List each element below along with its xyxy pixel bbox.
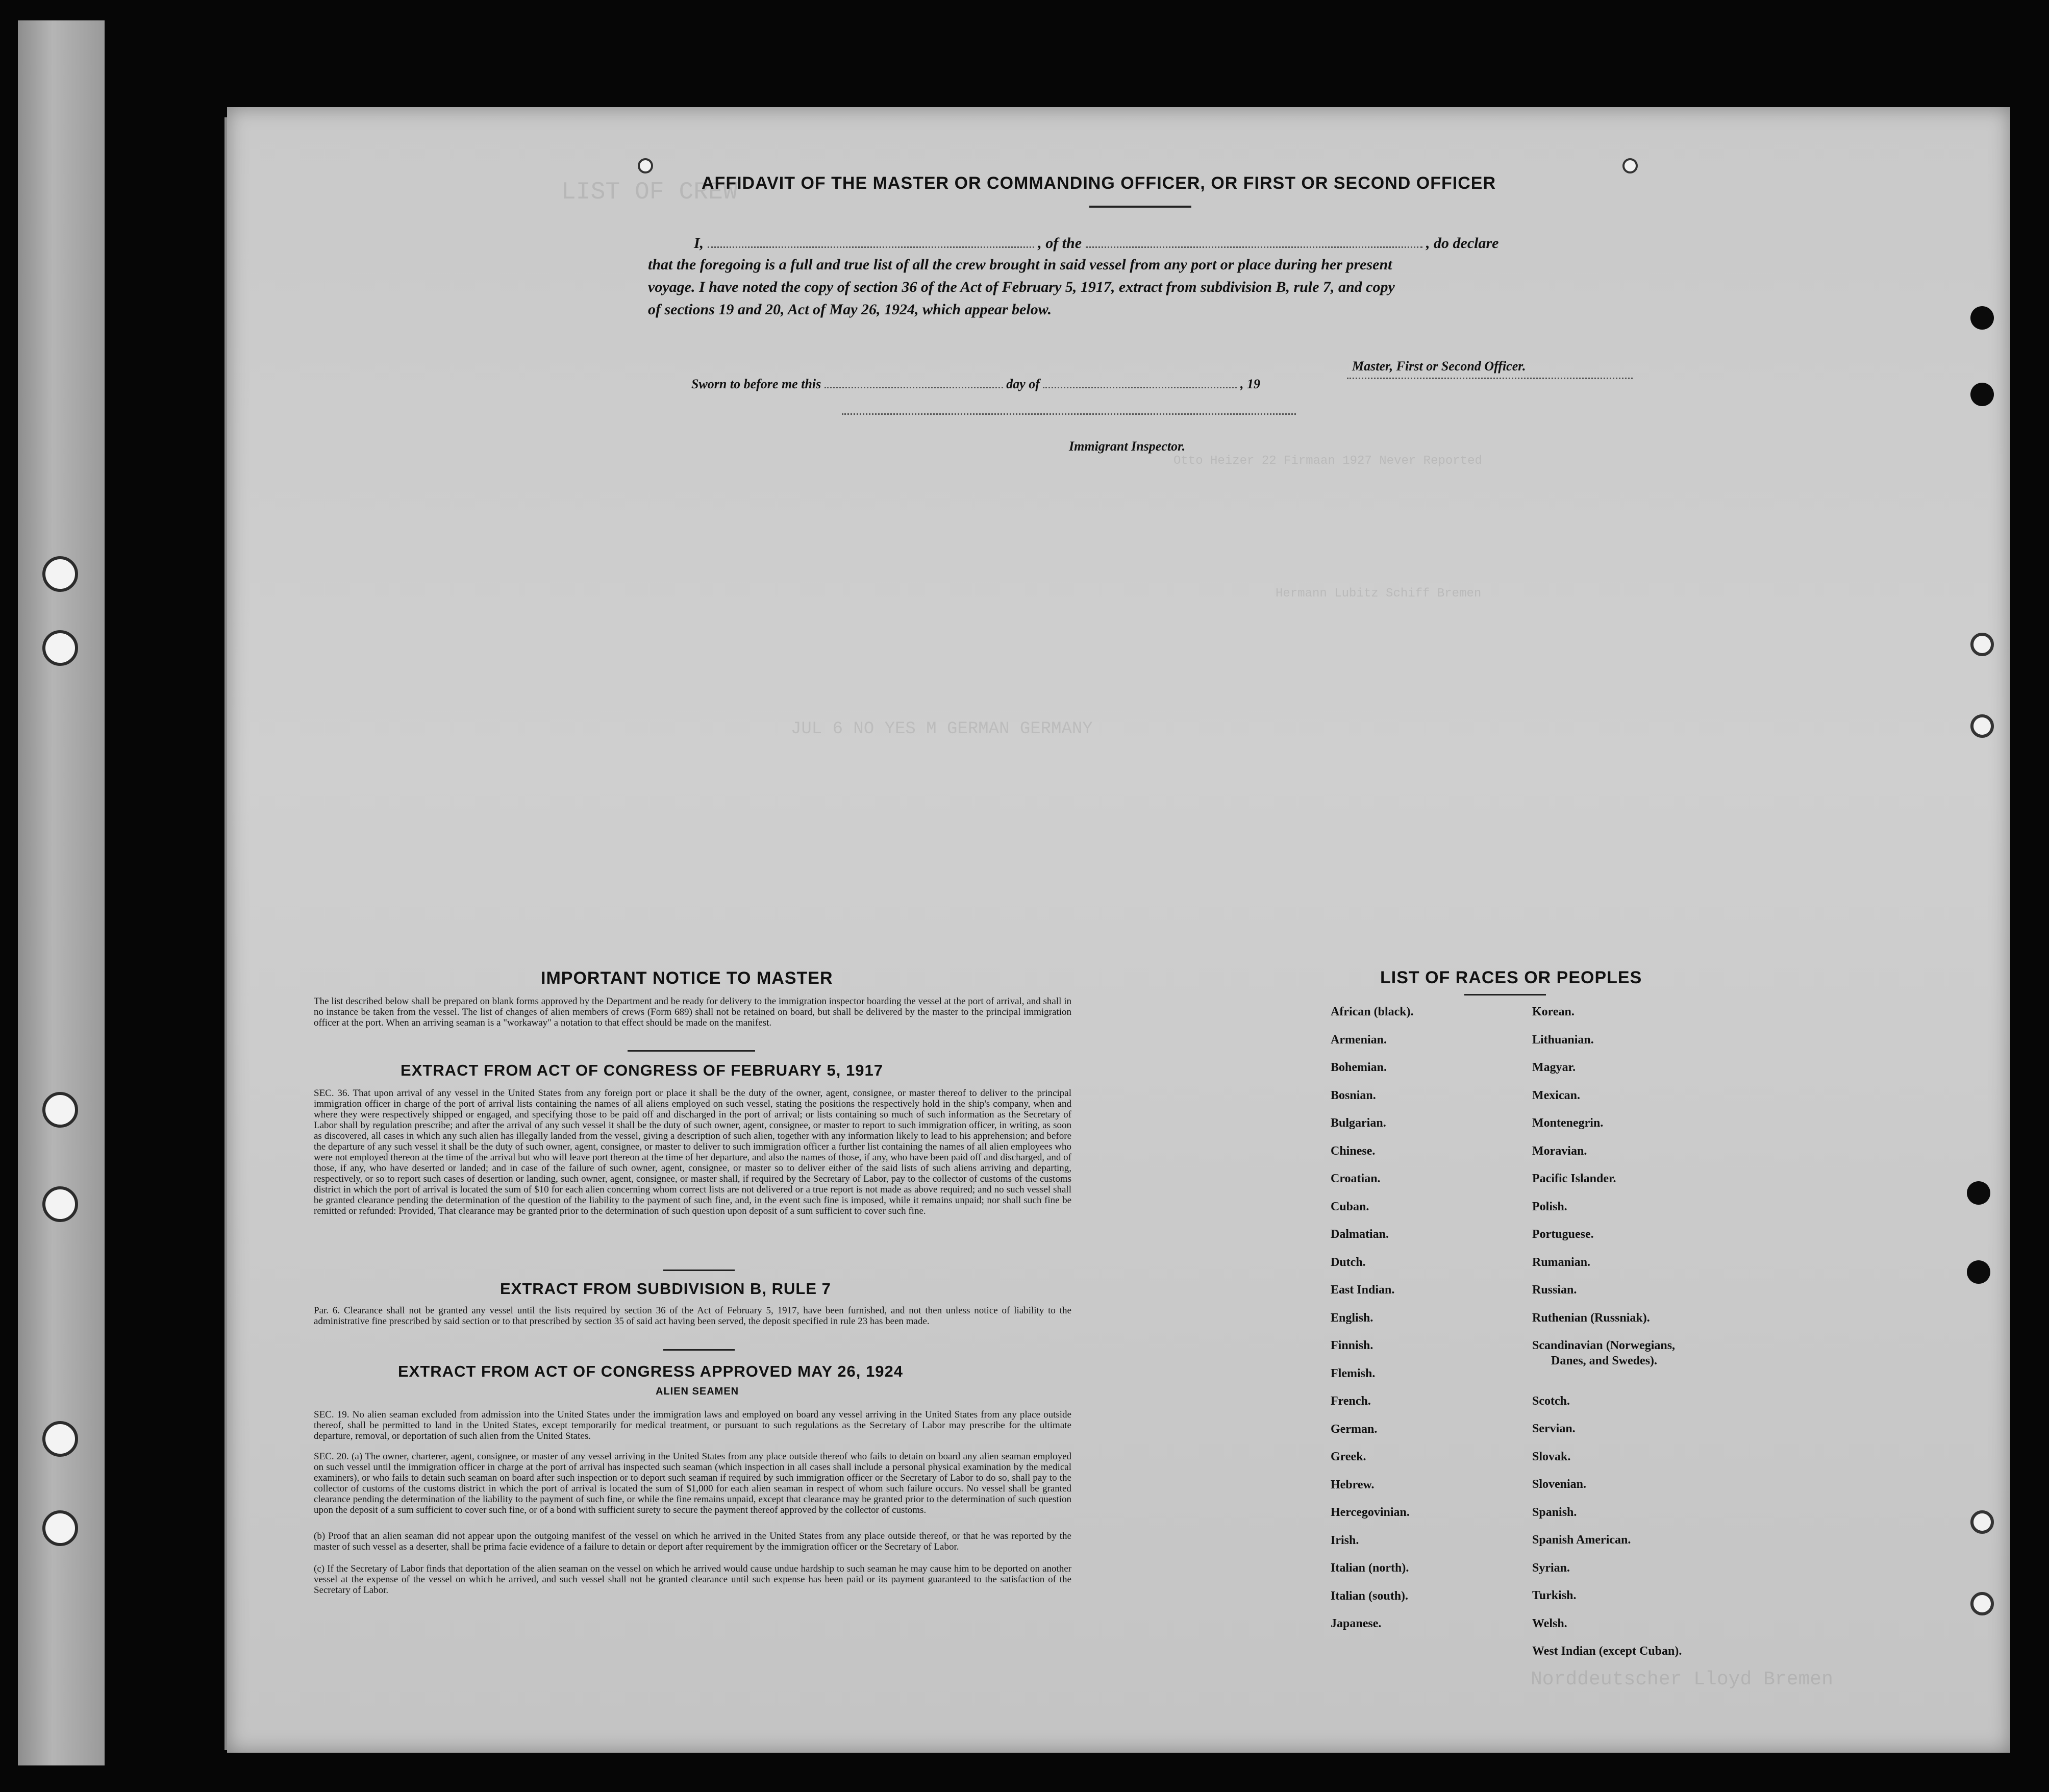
affidavit-l1-b: , of the — [1038, 235, 1082, 252]
punch-hole — [1970, 306, 1994, 330]
divider — [663, 1349, 735, 1351]
affidavit-line-4: of sections 19 and 20, Act of May 26, 1924, which appear below. — [648, 301, 1052, 318]
act-1924-title: EXTRACT FROM ACT OF CONGRESS APPROVED MAY 26, 1924 — [398, 1362, 903, 1380]
race-item: Servian. — [1532, 1422, 1576, 1435]
race-item: French. — [1331, 1395, 1371, 1408]
act-1924-sec-20a: SEC. 20. (a) The owner, charterer, agent, consignee, or master of any vessel arriving in the United States from any place outside thereof who fails to detain on board any alien seaman employed on such vessel until the immigration officer in charge at the port of arrival has inspected such seaman (which inspection in all cases shall include a personal physical examination by the medical examiners), or who fails to detain such seaman on board after such inspection or to deport such seaman if required by such immigration officer or the Secretary of Labor to do so, shall pay to the collector of customs of the customs district in which the port of arrival is located the sum of $1,000 for each alien seaman in respect of whom such failure occurs. No vessel shall be granted clearance pending the determination of the liability to the payment of such fine, or while the fine remains unpaid, except that clearance may be granted prior to the determination of such question upon the deposit of a sum sufficient to cover such fine, or of a bond with sufficient surety to secure the payment thereof approved by the collector of customs. — [314, 1451, 1071, 1515]
race-item: Italian (north). — [1331, 1561, 1409, 1575]
show-through-footer: Norddeutscher Lloyd Bremen — [1531, 1669, 1833, 1690]
show-through-header: LIST OF CREW — [561, 179, 738, 206]
master-caption: Master, First or Second Officer. — [1352, 359, 1526, 374]
act-1924-sec-20c: (c) If the Secretary of Labor finds that deportation of the alien seaman on the vessel on which he arrived would cause undue hardship to such seaman he may cause him to be deported on another vessel at the expense of the vessel on which he arrived, and such vessel shall not be granted clearance until such expense has been paid or its payment guaranteed to the satisfaction of the Secretary of Labor. — [314, 1563, 1071, 1596]
race-item: Polish. — [1532, 1200, 1567, 1213]
year-text: , 19 — [1240, 377, 1260, 391]
act-1917-body: SEC. 36. That upon arrival of any vessel in the United States from any foreign port or place it shall be the duty of the owner, agent, consignee, or master thereof to deliver to the principal immigration officer in charge of the port of arrival lists containing the names of all aliens employed on such vessel, stating the positions the respectively hold in the ship's company, when and where they were respectively shipped or engaged, and specifying those to be paid off and discharged in the port of arrival; or lists containing so much of such information as the Secretary of Labor shall by regulation prescribe; and after the arrival of any such vessel it shall be the duty of such owner, agent, consignee, or master to report to such immigration officer, in writing, as soon as discovered, all cases in which any such alien has illegally landed from the vessel, giving a description of such alien, together with any information likely to lead to his apprehension; and before the departure of any such vessel it shall be the duty of such owner, agent, consignee, or master to deliver to such immigration officer a further list containing the names of all alien employees who were not employed thereon at the time of the arrival but who will leave port thereon at the time of her departure, and also the names of those, if any, who have been paid off and discharged, and of those, if any, who have deserted or landed; and in case of the failure of such owner, agent, consignee, or master so to deliver either of the said lists of such aliens arriving and departing, respectively, or so to report such cases of desertion or landing, such owner, agent, consignee, or master shall, if required by the Secretary of Labor, pay to the collector of customs of the customs district in which the port of arrival is located the sum of $10 for each alien concerning whom correct lists are not delivered or a true report is not made as above required; and no such vessel shall be granted clearance pending the determination of the question of the liability to the payment of such fine, and, in the event such fine is imposed, while it remains unpaid; nor shall such fine be remitted or refunded: Provided, That clearance may be granted prior to the determination of such question upon deposit of a sum sufficient to cover such fine. — [314, 1088, 1071, 1216]
month-blank — [1043, 387, 1237, 388]
race-item: Magyar. — [1532, 1061, 1576, 1074]
divider — [1464, 994, 1546, 995]
punch-hole — [42, 1510, 78, 1546]
punch-hole — [1967, 1181, 1990, 1205]
race-item: Dalmatian. — [1331, 1228, 1389, 1241]
race-item: Japanese. — [1331, 1617, 1382, 1630]
race-item: Italian (south). — [1331, 1589, 1409, 1603]
race-item: Dutch. — [1331, 1255, 1366, 1269]
race-item: Scandinavian (Norwegians, — [1532, 1339, 1676, 1352]
punch-hole — [42, 630, 78, 666]
race-item: Turkish. — [1532, 1589, 1577, 1602]
race-item: Hebrew. — [1331, 1478, 1375, 1491]
act-1924-sec-20b: (b) Proof that an alien seaman did not appear upon the outgoing manifest of the vessel on which he arrived in the United States from any place outside thereof, or that he was reported by the master of such vessel as a deserter, shall be prima facie evidence of a failure to detain or deport after requirement by the immigration officer or the Secretary of Labor. — [314, 1531, 1071, 1552]
race-item: West Indian (except Cuban). — [1532, 1645, 1682, 1658]
race-item: Slovak. — [1532, 1450, 1571, 1463]
race-item: Armenian. — [1331, 1033, 1387, 1047]
inspector-caption: Immigrant Inspector. — [1069, 439, 1186, 454]
race-item: Welsh. — [1532, 1616, 1567, 1630]
notice-body: The list described below shall be prepared on blank forms approved by the Department and be ready for delivery to the immigration inspector boarding the vessel at the port of arrival, and shall in no instance be taken from the vessel. The list of changes of alien members of crews (Form 689) shall not be retained on board, but shall be delivered by the master to the principal immigration officer at the port. When an arriving seaman is a "workaway" a notation to that effect should be made on the manifest. — [314, 996, 1071, 1028]
punch-hole — [42, 1421, 78, 1457]
rule-7-body: Par. 6. Clearance shall not be granted any vessel until the lists required by section 36 of the Act of February 5, 1917, have been furnished, and not then unless notice of liability to the administrative fine prescribed by said section or to that prescribed by section 35 of said act having been served, the deposit specified in rule 23 has been made. — [314, 1305, 1071, 1327]
race-item: Montenegrin. — [1532, 1116, 1604, 1130]
race-item: African (black). — [1331, 1005, 1414, 1018]
race-item: Greek. — [1331, 1450, 1366, 1463]
punch-hole — [42, 1092, 78, 1128]
race-item: Spanish. — [1532, 1505, 1577, 1519]
race-item: Ruthenian (Russniak). — [1532, 1311, 1650, 1325]
name-blank — [708, 246, 1034, 248]
affidavit-l1-c: , do declare — [1426, 235, 1499, 252]
day-of-text: day of — [1006, 377, 1040, 391]
race-item: Pacific Islander. — [1532, 1172, 1616, 1185]
race-item: Croatian. — [1331, 1172, 1381, 1185]
race-item: Lithuanian. — [1532, 1033, 1594, 1047]
divider — [628, 1050, 755, 1052]
divider — [1089, 206, 1191, 208]
punch-hole — [1967, 1260, 1990, 1284]
rule-7-title: EXTRACT FROM SUBDIVISION B, RULE 7 — [500, 1280, 831, 1298]
punch-hole — [1622, 158, 1638, 173]
race-item: East Indian. — [1331, 1283, 1395, 1297]
vessel-blank — [1086, 246, 1422, 248]
affidavit-line-1 — [648, 235, 1498, 252]
alien-seamen-subtitle: ALIEN SEAMEN — [656, 1386, 739, 1397]
punch-hole — [1970, 1592, 1994, 1615]
punch-hole — [1970, 714, 1994, 738]
race-item: Danes, and Swedes). — [1551, 1354, 1658, 1367]
race-item: Mexican. — [1532, 1088, 1580, 1102]
race-item: Moravian. — [1532, 1144, 1587, 1158]
binding-strip — [18, 20, 105, 1765]
day-blank — [824, 387, 1003, 388]
act-1917-title: EXTRACT FROM ACT OF CONGRESS OF FEBRUARY 5, 1917 — [401, 1061, 883, 1079]
race-item: Spanish American. — [1532, 1533, 1631, 1547]
act-1924-sec-19: SEC. 19. No alien seaman excluded from admission into the United States under the immigration laws and employed on board any vessel arriving in the United States from any place outside thereof, shall be permitted to land in the United States, except temporarily for medical treatment, or pursuant to such regulations as the Secretary of Labor may prescribe for the ultimate departure, removal, or deportation of such alien from the United States. — [314, 1409, 1071, 1441]
sworn-line — [691, 377, 1260, 392]
punch-hole — [1970, 633, 1994, 656]
race-item: Slovenian. — [1532, 1478, 1587, 1491]
race-item: English. — [1331, 1311, 1373, 1325]
race-item: Syrian. — [1532, 1561, 1570, 1575]
affidavit-l1-a: I, — [694, 235, 704, 252]
master-signature-blank — [1347, 378, 1633, 379]
race-item: Bohemian. — [1331, 1061, 1387, 1074]
race-item: Chinese. — [1331, 1144, 1376, 1158]
punch-hole — [638, 158, 653, 173]
race-item: Korean. — [1532, 1005, 1575, 1018]
race-item: Scotch. — [1532, 1394, 1570, 1408]
race-item: Bosnian. — [1331, 1088, 1376, 1102]
punch-hole — [42, 556, 78, 592]
race-item: Flemish. — [1331, 1366, 1376, 1380]
race-item: Cuban. — [1331, 1200, 1369, 1213]
punch-hole — [42, 1186, 78, 1222]
race-item: German. — [1331, 1422, 1378, 1436]
punch-hole — [1970, 383, 1994, 406]
affidavit-line-2: that the foregoing is a full and true list of all the crew brought in said vessel from any port or place during her present — [648, 256, 1392, 273]
affidavit-line-3: voyage. I have noted the copy of section 36 of the Act of February 5, 1917, extract from subdivision B, rule 7, and copy — [648, 279, 1395, 295]
divider — [663, 1270, 735, 1271]
races-title: LIST OF RACES OR PEOPLES — [1380, 968, 1642, 987]
race-item: Hercegovinian. — [1331, 1506, 1410, 1519]
race-item: Rumanian. — [1532, 1255, 1591, 1269]
show-through-row: Otto Heizer 22 Firmaan 1927 Never Reported — [1173, 454, 1482, 468]
sworn-text: Sworn to before me this — [691, 377, 821, 391]
show-through-row: Hermann Lubitz Schiff Bremen — [1276, 587, 1482, 601]
affidavit-title: AFFIDAVIT OF THE MASTER OR COMMANDING OFFICER, OR FIRST OR SECOND OFFICER — [702, 173, 1496, 193]
punch-hole — [1970, 1510, 1994, 1534]
show-through-stamp: JUL 6 NO YES M GERMAN GERMANY — [791, 719, 1093, 739]
race-item: Finnish. — [1331, 1339, 1373, 1352]
race-item: Portuguese. — [1532, 1228, 1594, 1241]
race-item: Bulgarian. — [1331, 1116, 1386, 1130]
race-item: Irish. — [1331, 1533, 1359, 1547]
race-item: Russian. — [1532, 1283, 1577, 1297]
inspector-signature-blank — [842, 413, 1296, 415]
notice-title: IMPORTANT NOTICE TO MASTER — [541, 968, 833, 988]
